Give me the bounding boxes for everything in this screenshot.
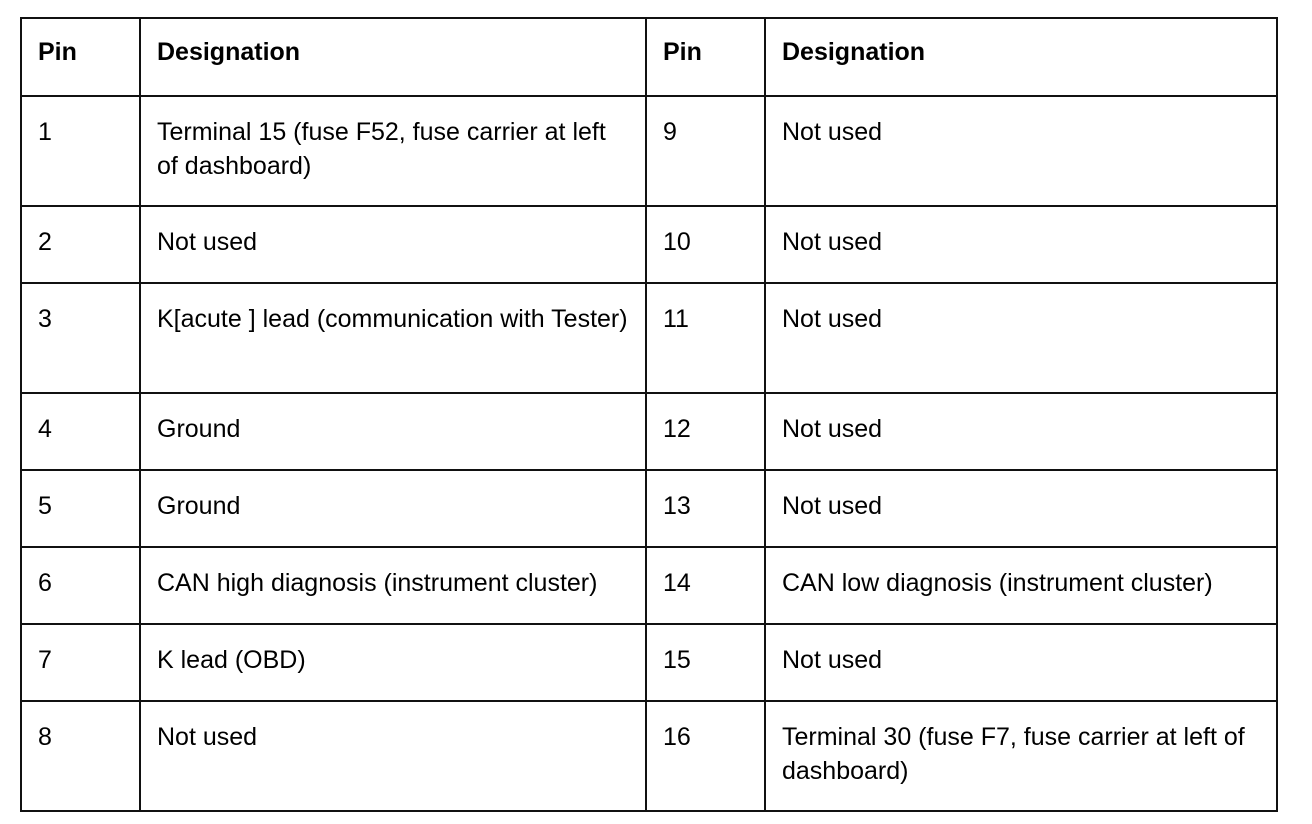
header-pin-right: Pin	[646, 18, 765, 96]
header-designation-left: Designation	[140, 18, 646, 96]
designation-cell: Not used	[140, 701, 646, 811]
table-row	[21, 206, 1277, 283]
table-row	[21, 393, 1277, 470]
designation-cell: Not used	[765, 624, 1277, 701]
table-row	[21, 701, 1277, 811]
pin-cell: 2	[21, 206, 140, 283]
header-designation-right: Designation	[765, 18, 1277, 96]
table-row	[21, 283, 1277, 393]
pin-cell: 15	[646, 624, 765, 701]
pin-cell: 6	[21, 547, 140, 624]
pin-cell: 3	[21, 283, 140, 393]
designation-cell: Terminal 30 (fuse F7, fuse carrier at left of dashboard)	[765, 701, 1277, 811]
table-row	[21, 470, 1277, 547]
table-body	[21, 96, 1277, 811]
header-pin-left: Pin	[21, 18, 140, 96]
pin-cell: 12	[646, 393, 765, 470]
designation-cell: Not used	[765, 470, 1277, 547]
table-row	[21, 547, 1277, 624]
designation-cell: Not used	[140, 206, 646, 283]
designation-cell: Not used	[765, 283, 1277, 393]
table-header	[21, 18, 1277, 96]
pin-cell: 9	[646, 96, 765, 206]
pin-cell: 4	[21, 393, 140, 470]
pin-cell: 13	[646, 470, 765, 547]
pin-cell: 8	[21, 701, 140, 811]
designation-cell: Terminal 15 (fuse F52, fuse carrier at left of dashboard)	[140, 96, 646, 206]
designation-cell: Not used	[765, 206, 1277, 283]
table-row	[21, 624, 1277, 701]
pin-cell: 14	[646, 547, 765, 624]
pin-cell: 1	[21, 96, 140, 206]
pin-cell: 16	[646, 701, 765, 811]
header-row	[21, 18, 1277, 96]
pin-cell: 11	[646, 283, 765, 393]
designation-cell: Not used	[765, 393, 1277, 470]
pin-cell: 5	[21, 470, 140, 547]
designation-cell: K[acute ] lead (communication with Tester)	[140, 283, 646, 393]
designation-cell: CAN low diagnosis (instrument cluster)	[765, 547, 1277, 624]
pin-cell: 7	[21, 624, 140, 701]
table-row	[21, 96, 1277, 206]
designation-cell: Ground	[140, 393, 646, 470]
designation-cell: Ground	[140, 470, 646, 547]
designation-cell: K lead (OBD)	[140, 624, 646, 701]
pin-cell: 10	[646, 206, 765, 283]
designation-cell: Not used	[765, 96, 1277, 206]
pin-assignment-table	[20, 17, 1278, 812]
designation-cell: CAN high diagnosis (instrument cluster)	[140, 547, 646, 624]
